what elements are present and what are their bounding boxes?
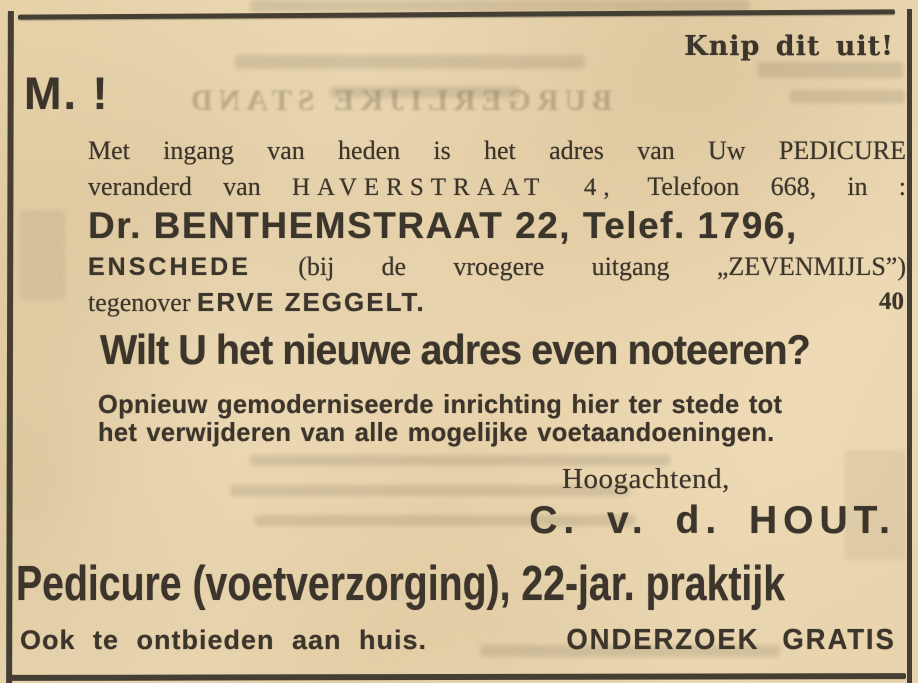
intro-line-2-suffix: Telefoon 668, in : (647, 172, 907, 201)
signature-name: C. v. d. HOUT. (529, 499, 896, 542)
bottom-rule (8, 673, 906, 681)
bleedthrough-smudge (20, 210, 65, 300)
footer-note-left: Ook te ontbieden aan huis. (20, 625, 428, 655)
city-line (88, 253, 906, 281)
footer-headline: Pedicure (voetverzorging), 22-jar. praktijk (16, 557, 786, 611)
headline: Wilt U het nieuwe adres even noteeren? (100, 326, 810, 373)
bleedthrough-smudge (235, 55, 585, 69)
intro-line-2 (88, 173, 906, 201)
closing-salutation: Hoogachtend, (562, 463, 730, 495)
intro-line-2-prefix: veranderd van (88, 172, 261, 201)
body-line-2: het verwijderen van alle mogelijke voetaandoeningen. (98, 417, 775, 447)
salutation: M. ! (24, 68, 110, 119)
landmark-prefix: tegenover (88, 288, 191, 317)
city-line-rest: (bij de vroegere uitgang „ZEVENMIJLS”) (298, 252, 906, 281)
bleedthrough-smudge (790, 90, 905, 103)
bleedthrough-smudge (330, 86, 520, 98)
left-border-rule (6, 11, 14, 683)
city-name: ENSCHEDE (88, 253, 251, 281)
landmark-line (88, 288, 906, 317)
bleedthrough-text: BURGERLIJKE STAND (185, 84, 613, 117)
landmark-name: ERVE ZEGGELT. (197, 287, 426, 317)
footer-row (20, 624, 896, 657)
old-street-address: HAVERSTRAAT 4, (291, 174, 617, 201)
body-copy (98, 390, 782, 446)
bleedthrough-smudge (758, 62, 903, 78)
new-address-line: Dr. BENTHEMSTRAAT 22, Telef. 1796, (88, 205, 798, 246)
ad-number: 40 (879, 288, 904, 315)
top-rule (18, 9, 895, 19)
body-line-1: Opnieuw gemoderniseerde inrichting hier ter stede tot (98, 389, 783, 419)
right-border-rule (907, 9, 912, 683)
intro-block (88, 137, 906, 317)
clip-instruction: Knip dit uit! (684, 31, 894, 62)
footer-note-right: ONDERZOEK GRATIS (566, 624, 896, 656)
intro-line-1: Met ingang van heden is het adres van Uw PEDICURE (88, 136, 906, 165)
